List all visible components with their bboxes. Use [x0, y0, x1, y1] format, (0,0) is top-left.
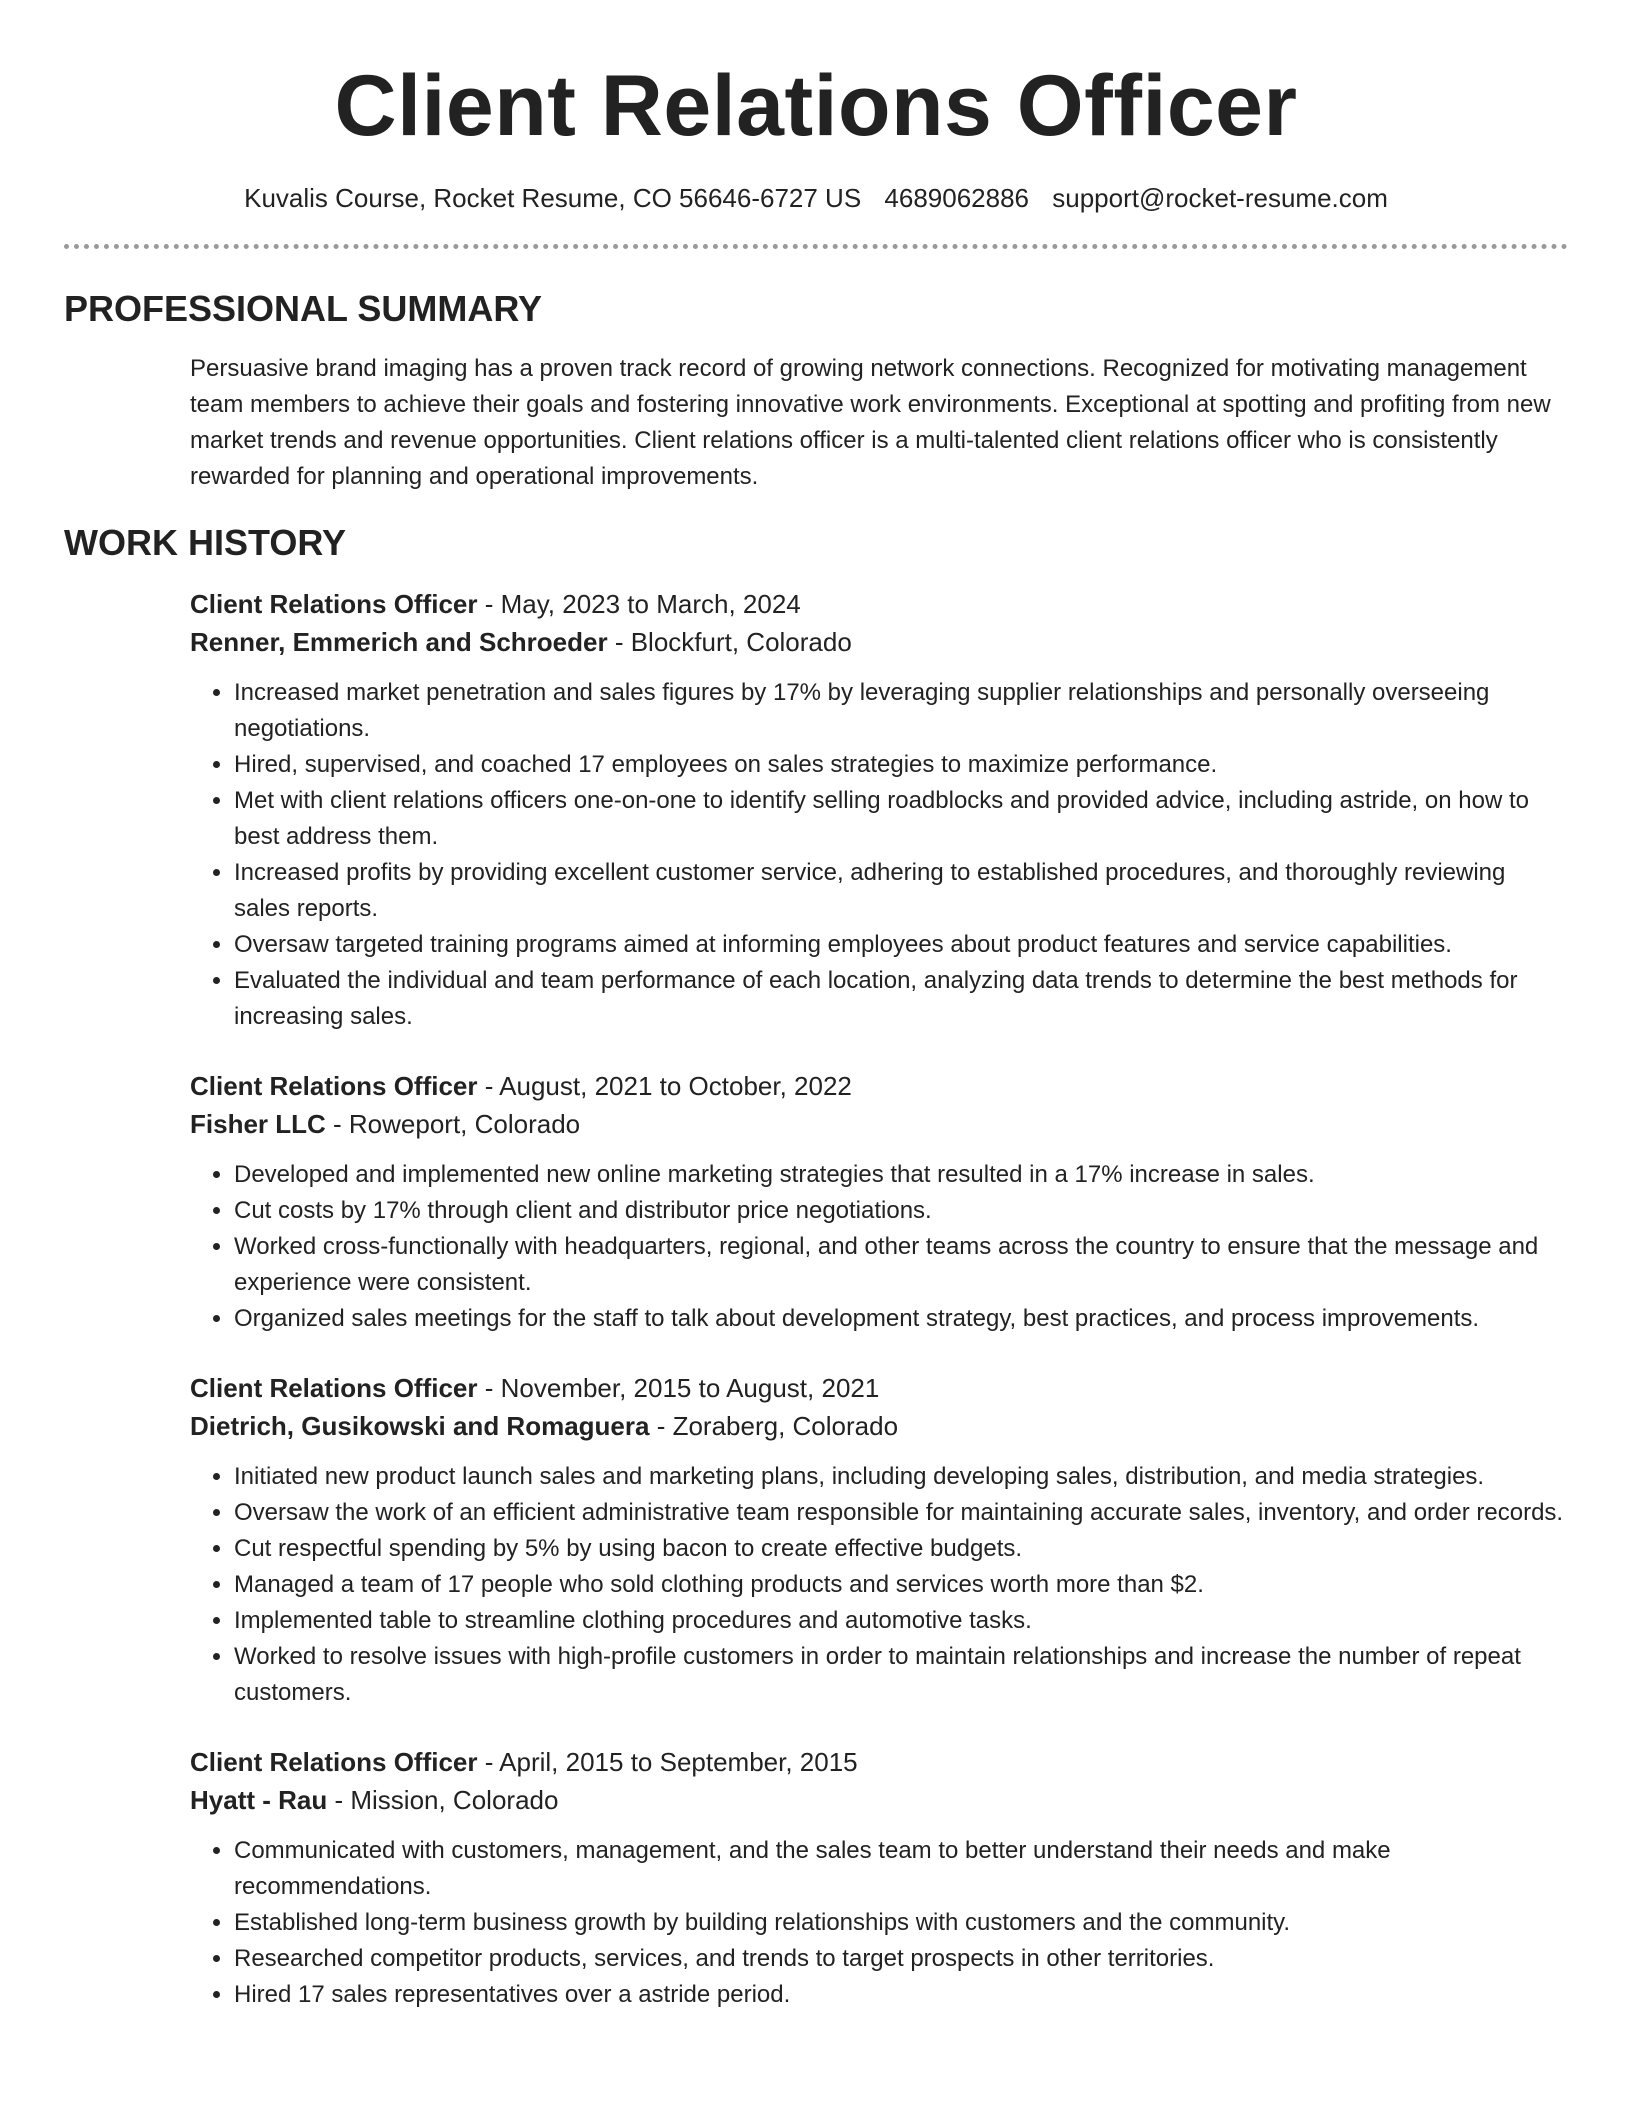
- job-company-line: [190, 1105, 1568, 1143]
- job-role: Client Relations Officer: [190, 1373, 478, 1403]
- summary-text: Persuasive brand imaging has a proven track record of growing network connections. Recognized for motivating management team members to achieve their goals and fostering innovative work environments. Exceptional at spotting and profiting from new market trends and revenue opportunities. Client relations officer is a multi-talented client relations officer who is consistently rewarded for planning and operational improvements.: [190, 355, 1551, 490]
- job-bullet: • Established long-term business growth by building relationships with customers and the community.: [234, 1905, 1568, 1941]
- job-entry: [190, 1067, 1568, 1337]
- job-entry: [190, 585, 1568, 1035]
- job-company: Renner, Emmerich and Schroeder: [190, 627, 608, 657]
- job-bullet: • Communicated with customers, management, and the sales team to better understand their needs and make recommendations.: [234, 1833, 1568, 1905]
- job-bullet: • Developed and implemented new online marketing strategies that resulted in a 17% increase in sales.: [234, 1157, 1568, 1193]
- job-role-line: [190, 1067, 1568, 1105]
- job-bullet: • Cut costs by 17% through client and distributor price negotiations.: [234, 1193, 1568, 1229]
- job-role-line: [190, 1369, 1568, 1407]
- job-bullet: • Hired, supervised, and coached 17 employees on sales strategies to maximize performance.: [234, 747, 1568, 783]
- job-company-line: [190, 623, 1568, 661]
- job-bullet: • Worked cross-functionally with headquarters, regional, and other teams across the country to ensure that the message and experience were consistent.: [234, 1229, 1568, 1301]
- job-dates: - November, 2015 to August, 2021: [477, 1373, 880, 1403]
- job-entry: [190, 1369, 1568, 1711]
- job-bullet: • Managed a team of 17 people who sold clothing products and services worth more than $2.: [234, 1567, 1568, 1603]
- job-bullet: • Oversaw targeted training programs aimed at informing employees about product features and service capabilities.: [234, 927, 1568, 963]
- job-bullet: • Cut respectful spending by 5% by using bacon to create effective budgets.: [234, 1531, 1568, 1567]
- job-role: Client Relations Officer: [190, 1071, 478, 1101]
- professional-summary-section: [64, 287, 1568, 495]
- job-location: - Mission, Colorado: [327, 1785, 559, 1815]
- job-company: Dietrich, Gusikowski and Romaguera: [190, 1411, 650, 1441]
- work-history-section: [64, 521, 1568, 2013]
- section-title-summary: PROFESSIONAL SUMMARY: [64, 288, 543, 329]
- job-bullet: • Increased market penetration and sales figures by 17% by leveraging supplier relationships and personally overseeing negotiations.: [234, 675, 1568, 747]
- job-company: Fisher LLC: [190, 1109, 326, 1139]
- job-location: - Blockfurt, Colorado: [607, 627, 852, 657]
- job-company: Hyatt - Rau: [190, 1785, 328, 1815]
- job-bullets: [190, 1459, 1568, 1711]
- job-bullet: • Organized sales meetings for the staff to talk about development strategy, best practices, and process improvements.: [234, 1301, 1568, 1337]
- job-location: - Roweport, Colorado: [325, 1109, 581, 1139]
- job-bullets: [190, 1833, 1568, 2013]
- job-company-line: [190, 1407, 1568, 1445]
- job-bullet: • Researched competitor products, services, and trends to target prospects in other territories.: [234, 1941, 1568, 1977]
- job-role-line: [190, 1743, 1568, 1781]
- resume-header: [64, 0, 1568, 216]
- header-divider: [64, 244, 1568, 249]
- job-bullet: • Evaluated the individual and team performance of each location, analyzing data trends to determine the best methods for increasing sales.: [234, 963, 1568, 1035]
- job-company-line: [190, 1781, 1568, 1819]
- job-dates: - April, 2015 to September, 2015: [477, 1747, 858, 1777]
- job-bullets: [190, 1157, 1568, 1337]
- job-bullet: • Implemented table to streamline clothing procedures and automotive tasks.: [234, 1603, 1568, 1639]
- section-title-work-history: WORK HISTORY: [64, 522, 347, 563]
- job-bullet: • Initiated new product launch sales and marketing plans, including developing sales, distribution, and media strategies.: [234, 1459, 1568, 1495]
- contact-line: [64, 180, 1568, 216]
- job-dates: - May, 2023 to March, 2024: [477, 589, 801, 619]
- job-entry: [190, 1743, 1568, 2013]
- job-role: Client Relations Officer: [190, 589, 478, 619]
- job-bullet: • Met with client relations officers one-on-one to identify selling roadblocks and provided advice, including astride, on how to best address them.: [234, 783, 1568, 855]
- job-bullet: • Hired 17 sales representatives over a astride period.: [234, 1977, 1568, 2013]
- candidate-name: Client Relations Officer: [334, 58, 1298, 154]
- contact-email: support@rocket-resume.com: [1052, 183, 1388, 213]
- job-bullet: • Worked to resolve issues with high-profile customers in order to maintain relationships and increase the number of repeat customers.: [234, 1639, 1568, 1711]
- contact-address: Kuvalis Course, Rocket Resume, CO 56646-6727 US: [244, 183, 862, 213]
- job-role-line: [190, 585, 1568, 623]
- job-role: Client Relations Officer: [190, 1747, 478, 1777]
- job-bullet: • Increased profits by providing excellent customer service, adhering to established procedures, and thoroughly reviewing sales reports.: [234, 855, 1568, 927]
- job-location: - Zoraberg, Colorado: [649, 1411, 899, 1441]
- job-dates: - August, 2021 to October, 2022: [477, 1071, 852, 1101]
- job-bullets: [190, 675, 1568, 1035]
- job-bullet: • Oversaw the work of an efficient administrative team responsible for maintaining accurate sales, inventory, and order records.: [234, 1495, 1568, 1531]
- contact-phone: 4689062886: [884, 183, 1030, 213]
